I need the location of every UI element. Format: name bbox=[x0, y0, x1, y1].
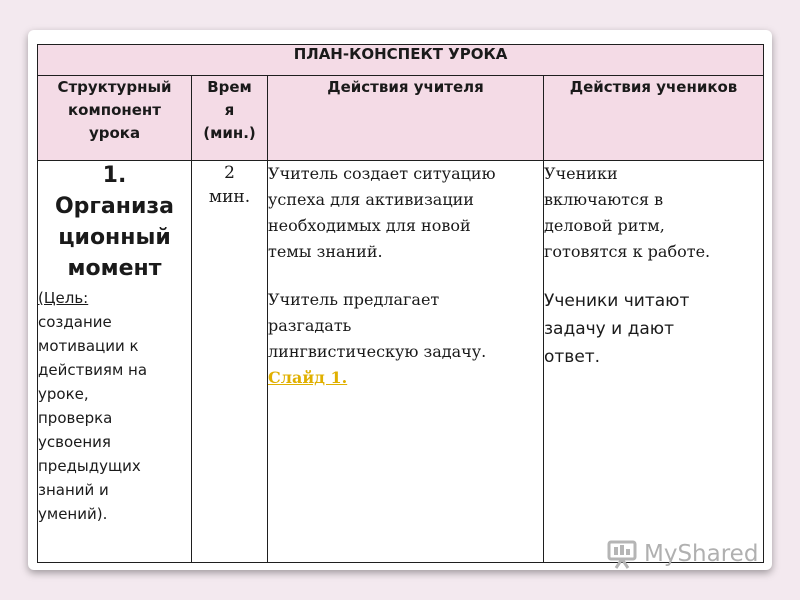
header-student-actions: Действия учеников bbox=[544, 76, 764, 161]
myshared-watermark bbox=[606, 537, 768, 571]
teacher-paragraph-2: Учитель предлагает разгадать лингвистическую задачу. Слайд 1. bbox=[268, 290, 487, 387]
stage-name-line-1: Организа bbox=[54, 194, 175, 219]
slide-1-link[interactable]: Слайд 1. bbox=[268, 368, 348, 387]
goal-label: (Цель: bbox=[38, 289, 89, 307]
table-title: ПЛАН-КОНСПЕКТ УРОКА bbox=[38, 45, 764, 76]
watermark-text: MyShared bbox=[644, 541, 759, 567]
header-teacher-actions: Действия учителя bbox=[268, 76, 544, 161]
students-paragraph-1: Ученики включаются в деловой ритм, готовятся к работе. bbox=[544, 164, 711, 261]
time-value: 2 bbox=[224, 163, 235, 183]
header-time: Врем я (мин.) bbox=[192, 76, 268, 161]
table-row bbox=[38, 161, 764, 563]
cell-component bbox=[38, 161, 192, 563]
teacher-paragraph-1: Учитель создает ситуацию успеха для активизации необходимых для новой темы знаний. bbox=[268, 164, 496, 261]
stage-name-line-2: ционный bbox=[58, 225, 171, 250]
table-header-row bbox=[38, 76, 764, 161]
time-unit: мин. bbox=[208, 187, 251, 207]
header-component: Структурный компонент урока bbox=[38, 76, 192, 161]
table-title-row bbox=[38, 45, 764, 76]
cell-time bbox=[192, 161, 268, 563]
stage-name-line-3: момент bbox=[67, 256, 162, 281]
lesson-plan-table bbox=[37, 44, 764, 563]
stage-number: 1. bbox=[102, 163, 127, 188]
stage-goal: (Цель: создание мотивации к действиям на уроке, проверка усвоения предыдущих знаний и умений). bbox=[38, 289, 148, 523]
cell-student-actions bbox=[544, 161, 764, 563]
cell-teacher-actions bbox=[268, 161, 544, 563]
students-paragraph-2: Ученики читают задачу и дают ответ. bbox=[544, 291, 690, 367]
myshared-logo-icon bbox=[606, 539, 638, 569]
